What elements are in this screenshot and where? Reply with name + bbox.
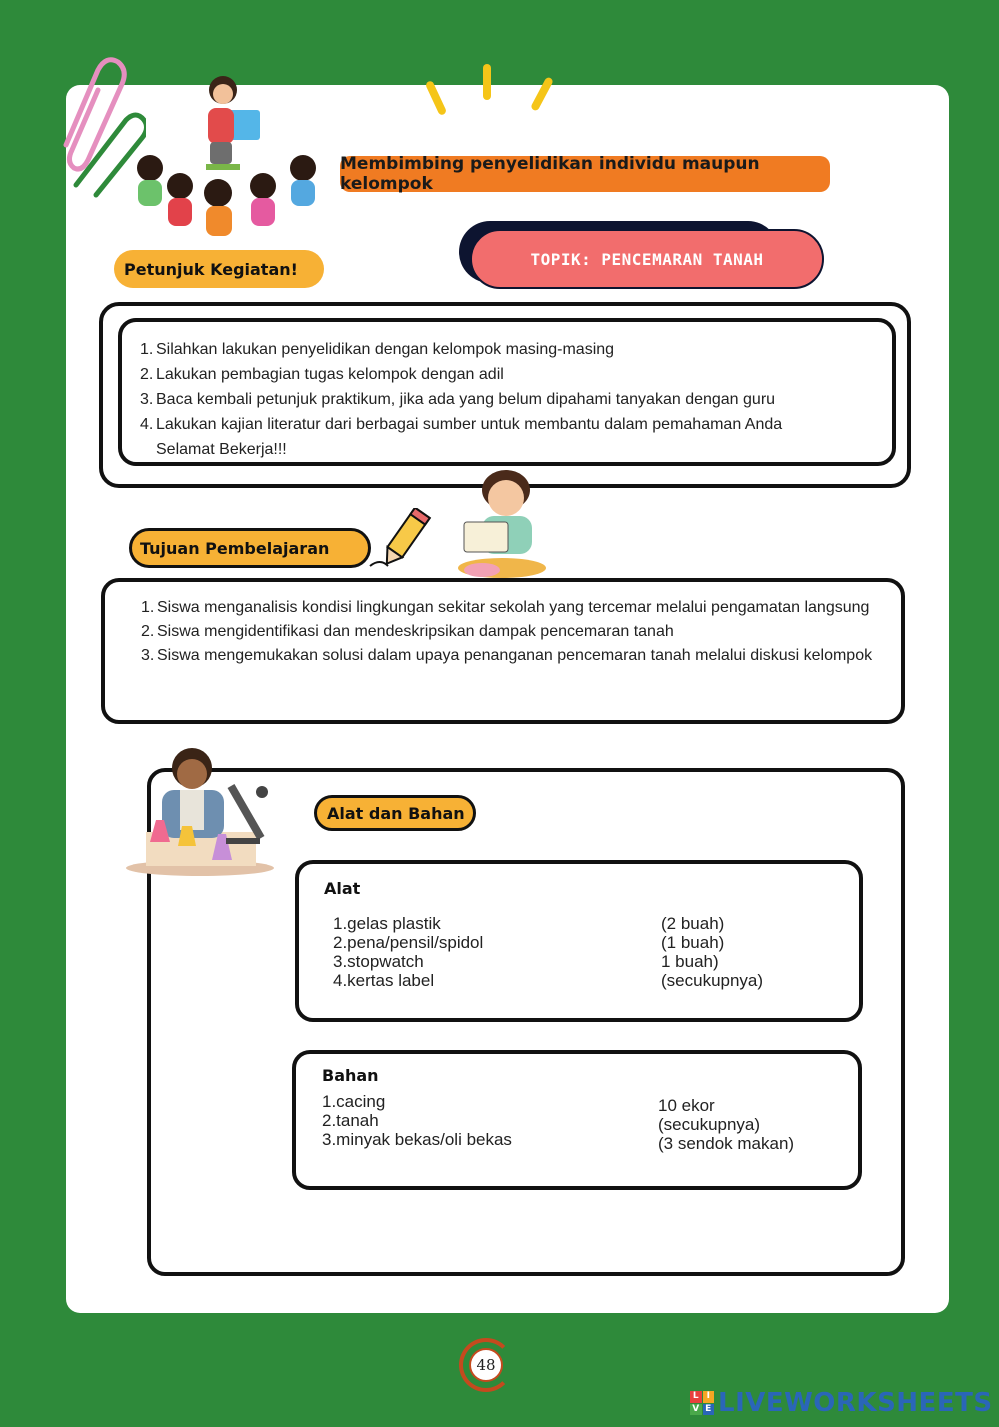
boy-writing-illustration [452, 466, 552, 580]
alat-box [295, 860, 863, 1022]
list-item: 2.pena/pensil/spidol [333, 933, 484, 952]
pencil-icon [366, 508, 442, 574]
brand-text: LIVEWORKSHEETS [718, 1388, 993, 1418]
list-item: 2. Lakukan pembagian tugas kelompok dengan adil [140, 366, 504, 383]
list-item: 2. Siswa mengidentifikasi dan mendeskripsikan dampak pencemaran tanah [141, 623, 674, 640]
list-item: (secukupnya) [661, 971, 764, 990]
list-item: (3 sendok makan) [658, 1134, 795, 1153]
list-item: Selamat Bekerja!!! [156, 441, 287, 458]
petunjuk-list [140, 337, 878, 462]
list-item: 4.kertas label [333, 971, 435, 990]
list-item: 3.stopwatch [333, 952, 424, 971]
bahan-title: Bahan [322, 1066, 379, 1085]
ray-decoration [483, 64, 491, 100]
list-item: (secukupnya) [658, 1115, 761, 1134]
list-item: 10 ekor [658, 1096, 715, 1115]
teacher-children-illustration [128, 68, 328, 243]
list-item: (2 buah) [661, 914, 725, 933]
alat-title: Alat [324, 879, 361, 898]
list-item: 1 buah) [661, 952, 719, 971]
bahan-name-list [322, 1092, 642, 1149]
section-subtitle: Membimbing penyelidikan individu maupun kelompok [340, 156, 830, 192]
list-item: 3. Baca kembali petunjuk praktikum, jika ada yang belum dipahami tanyakan dengan guru [140, 391, 776, 408]
list-item: 1. Siswa menganalisis kondisi lingkungan sekitar sekolah yang tercemar melalui pengamatan langsung [141, 599, 870, 616]
liveworksheets-logo-icon: L I V E [690, 1391, 714, 1415]
list-item: 4. Lakukan kajian literatur dari berbagai sumber untuk membantu dalam pemahaman Anda [140, 416, 783, 433]
alat-bahan-label: Alat dan Bahan [314, 795, 476, 831]
petunjuk-label: Petunjuk Kegiatan! [114, 250, 324, 288]
topic-title: TOPIK: PENCEMARAN TANAH [470, 229, 824, 289]
page-number-badge [459, 1338, 513, 1392]
tujuan-label: Tujuan Pembelajaran [129, 528, 371, 568]
liveworksheets-brand[interactable] [690, 1388, 993, 1418]
bahan-qty-list [658, 1096, 848, 1153]
list-item: 1.cacing [322, 1092, 386, 1111]
tujuan-box [101, 578, 905, 724]
bahan-box [292, 1050, 862, 1190]
alat-name-list [333, 914, 653, 990]
list-item: 1. Silahkan lakukan penyelidikan dengan kelompok masing-masing [140, 341, 615, 358]
list-item: 2.tanah [322, 1111, 379, 1130]
scientist-illustration [122, 742, 278, 882]
alat-qty-list [661, 914, 851, 990]
petunjuk-inner-box [118, 318, 896, 466]
page-number: 48 [469, 1348, 503, 1382]
tujuan-list [141, 596, 897, 668]
list-item: (1 buah) [661, 933, 725, 952]
list-item: 3. Siswa mengemukakan solusi dalam upaya penanganan pencemaran tanah melalui diskusi kelompok [141, 647, 873, 664]
list-item: 3.minyak bekas/oli bekas [322, 1130, 512, 1149]
list-item: 1.gelas plastik [333, 914, 441, 933]
